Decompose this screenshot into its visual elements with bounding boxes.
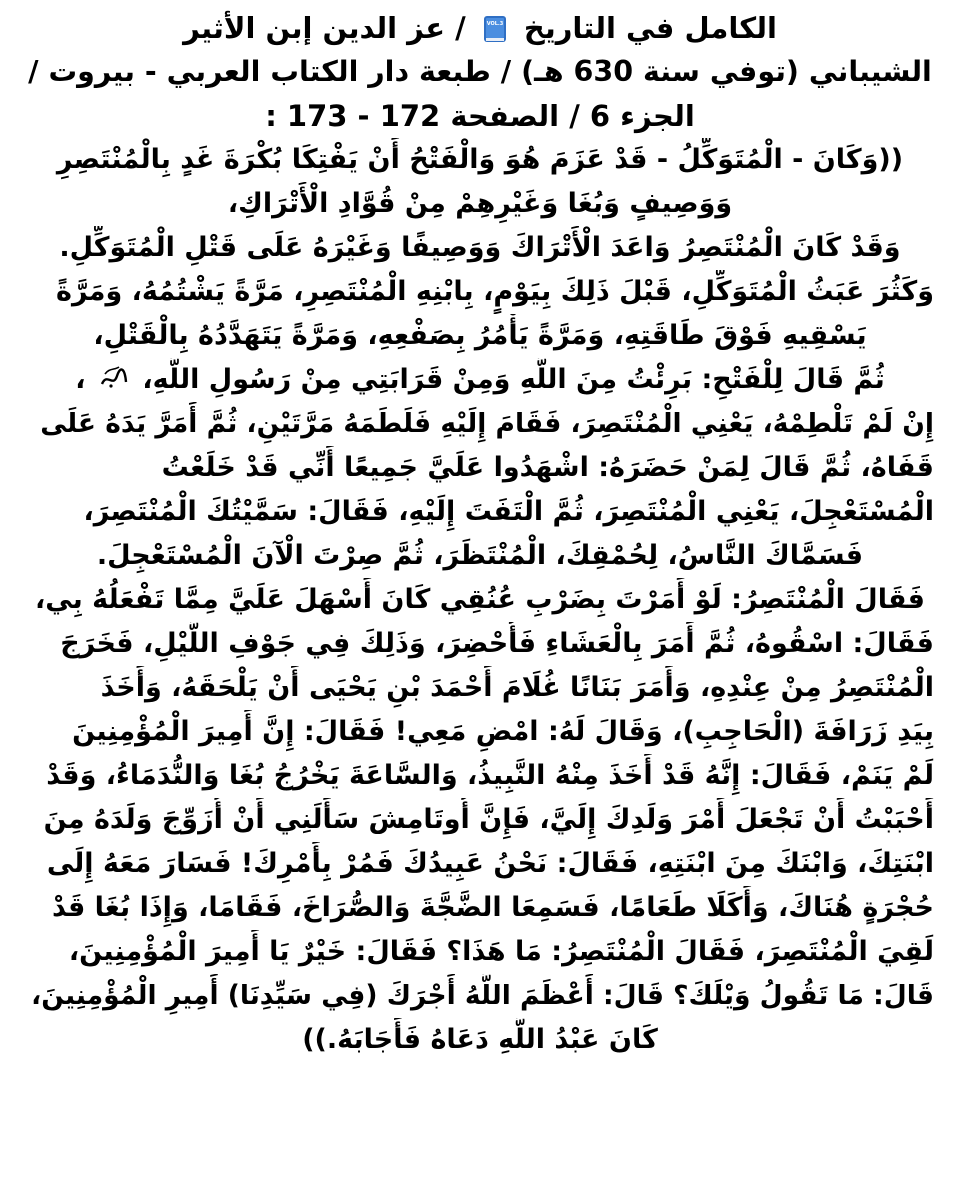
- text-line-5: يَسْقِيهِ فَوْقَ طَاقَتِهِ، وَمَرَّةً يَأْمُرُ بِصَفْعِهِ، وَمَرَّةً يَتَهَدَّدُهُ بِالْقَتْلِ،: [93, 320, 867, 351]
- text-line-12: فَقَالَ: اسْقُوهُ، ثُمَّ أَمَرَ بِالْعَشَاءِ فَأُحْضِرَ، وَذَلِكَ فِي جَوْفِ اللَّيْلِ، فَخَرَجَ: [60, 628, 934, 659]
- text-line-4: وَكَثُرَ عَبَثُ الْمُتَوَكِّلِ، قَبْلَ ذَلِكَ بِيَوْمٍ، بِابْنِهِ الْمُنْتَصِرِ، مَرَّةً يَشْتُمُهُ، وَمَرَّةً: [56, 276, 934, 307]
- text-line-8: قَفَاهُ، ثُمَّ قَالَ لِمَنْ حَضَرَهُ: اشْهَدُوا عَلَيَّ جَمِيعًا أَنِّي قَدْ خَلَعْتُ: [161, 452, 934, 483]
- header-line-1: [26, 6, 934, 50]
- text-line-10: فَسَمَّاكَ النَّاسُ، لِحُمْقِكَ، الْمُنْتَظَرَ، ثُمَّ صِرْتَ الْآنَ الْمُسْتَعْجِلَ.: [96, 540, 864, 571]
- text-line-2: وَوَصِيفٍ وَبُغَا وَغَيْرِهِمْ مِنْ قُوَّادِ الْأَتْرَاكِ،: [227, 188, 733, 219]
- text-line-15: لَمْ يَنَمْ، فَقَالَ: إِنَّهُ قَدْ أَخَذَ مِنْهُ النَّبِيذُ، وَالسَّاعَةَ يَخْرُجُ بُغَا وَالنُّدَمَاءُ، وَقَدْ: [46, 760, 934, 791]
- text-line-21: كَانَ عَبْدُ اللَّهِ دَعَاهُ فَأَجَابَهُ.)): [302, 1024, 658, 1055]
- text-line-19: لَقِيَ الْمُنْتَصِرَ، فَقَالَ الْمُنْتَصِرُ: مَا هَذَا؟ فَقَالَ: خَيْرٌ يَا أَمِيرَ الْمُؤْمِنِينَ،: [68, 936, 934, 967]
- book-icon-label: VOL.3: [486, 21, 504, 27]
- text-line-17: ابْنَتِكَ، وَابْنَكَ مِنَ ابْنَتِهِ، فَقَالَ: نَحْنُ عَبِيدُكَ فَمُرْ بِأَمْرِكَ! فَسَارَ مَعَهُ إِلَى: [46, 848, 934, 879]
- header-line-2: الشيباني (توفي سنة 630 هـ) / طبعة دار الكتاب العربي - بيروت /: [28, 55, 932, 88]
- text-line-3: وَقَدْ كَانَ الْمُنْتَصِرُ وَاعَدَ الْأَتْرَاكَ وَوَصِيفًا وَغَيْرَهُ عَلَى قَتْلِ الْمُتَوَكِّلِ.: [59, 232, 901, 263]
- text-line-6-end: ،: [75, 364, 86, 395]
- text-line-1: ((وَكَانَ - الْمُتَوَكِّلُ - قَدْ عَزَمَ هُوَ وَالْفَتْحُ أَنْ يَفْتِكَا بُكْرَةَ غَدٍ بِالْمُنْتَصِرِ: [56, 144, 904, 175]
- blue-book-icon: [482, 15, 508, 43]
- text-line-20: قَالَ: مَا تَقُولُ وَيْلَكَ؟ قَالَ: أَعْظَمَ اللَّهُ أَجْرَكَ (فِي سَيِّدِنَا) أَمِيرِ الْمُؤْمِنِينَ،: [31, 980, 934, 1011]
- text-line-9: الْمُسْتَعْجِلَ، يَعْنِي الْمُنْتَصِرَ، ثُمَّ الْتَفَتَ إِلَيْهِ، فَقَالَ: سَمَّيْتُكَ الْمُنْتَصِرَ،: [83, 496, 934, 527]
- text-line-6: [26, 358, 934, 402]
- text-line-7: إِنْ لَمْ تَلْطِمْهُ، يَعْنِي الْمُنْتَصِرَ، فَقَامَ إِلَيْهِ فَلَطَمَهُ مَرَّتَيْنِ، ثُمَّ أَمَرَّ يَدَهُ عَلَى: [40, 408, 934, 439]
- text-line-6-main: ثُمَّ قَالَ لِلْفَتْحِ: بَرِئْتُ مِنَ اللَّهِ وَمِنْ قَرَابَتِي مِنْ رَسُولِ اللَّهِ،: [142, 364, 885, 395]
- text-line-11: فَقَالَ الْمُنْتَصِرُ: لَوْ أَمَرْتَ بِضَرْبِ عُنُقِي كَانَ أَسْهَلَ عَلَيَّ مِمَّا تَفْعَلُهُ بِي،: [35, 584, 925, 615]
- book-author: / عز الدين إبن الأثير: [183, 11, 466, 45]
- text-line-13: الْمُنْتَصِرُ مِنْ عِنْدِهِ، وَأَمَرَ بَنَانًا غُلَامَ أَحْمَدَ بْنِ يَحْيَى أَنْ يَلْحَقَهُ، وَأَخَذَ: [100, 672, 934, 703]
- book-title: الكامل في التاريخ: [523, 11, 777, 45]
- text-line-16: أَحْبَبْتُ أَنْ تَجْعَلَ أَمْرَ وَلَدِكَ إِلَيَّ، فَإِنَّ أُوتَامِشَ سَأَلَنِي أَنْ أُزَوِّجَ وَلَدَهُ مِنَ: [43, 804, 934, 835]
- header-line-3: الجزء 6 / الصفحة 172 - 173 :: [265, 99, 695, 133]
- text-line-18: حُجْرَةٍ هُنَاكَ، وَأَكَلَا طَعَامًا، فَسَمِعَا الضَّجَّةَ وَالصُّرَاخَ، فَقَامَا، وَإِذَا بُغَا قَدْ: [51, 892, 934, 923]
- text-line-14: بِيَدِ زَرَافَةَ (الْحَاجِبِ)، وَقَالَ لَهُ: امْضِ مَعِي! فَقَالَ: إِنَّ أَمِيرَ الْمُؤْمِنِينَ: [72, 716, 934, 747]
- salutation-ligature-icon: [99, 362, 129, 392]
